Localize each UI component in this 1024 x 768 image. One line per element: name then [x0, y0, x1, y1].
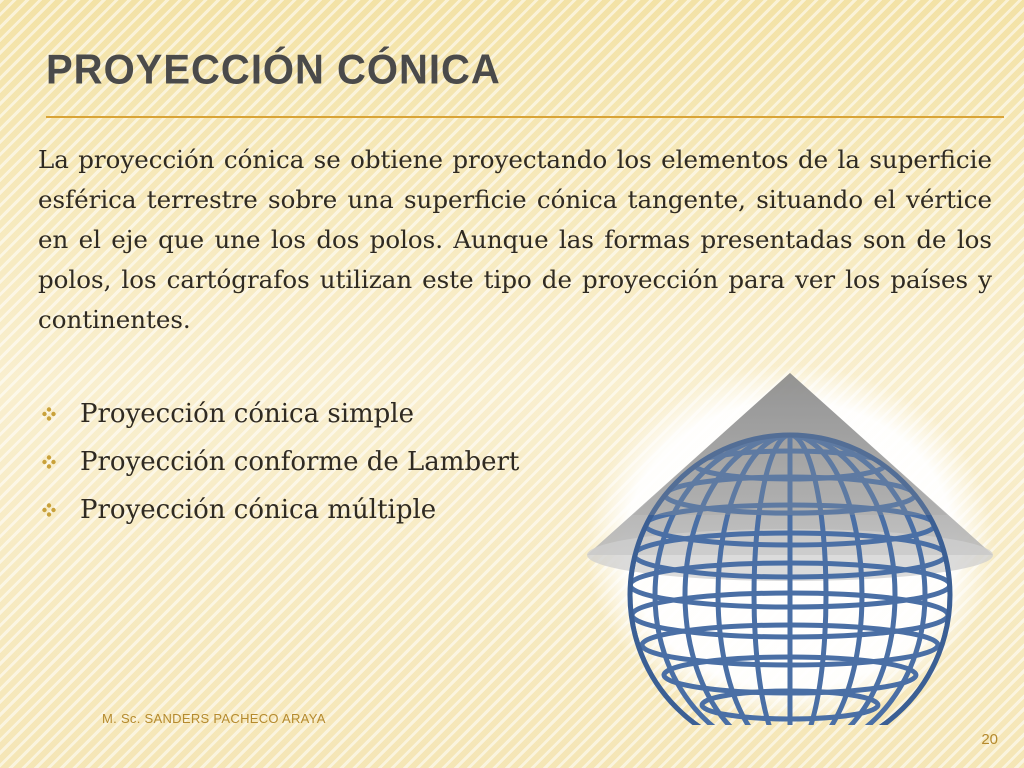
page-number: 20	[981, 731, 998, 748]
body-paragraph: La proyección cónica se obtiene proyectando los elementos de la superficie esférica terrestre sobre una superficie cónica tangente, situando el vértice en el eje que une los dos polos. Aunque las formas presentadas son de los polos, los cartógrafos utilizan este tipo de proyección para ver los países y continentes.	[38, 145, 992, 334]
diamond-bullet-icon	[42, 407, 56, 421]
slide-title: PROYECCIÓN CÓNICA	[46, 46, 501, 94]
globe-cone-graphic	[585, 365, 995, 725]
diamond-bullet-icon	[42, 503, 56, 517]
bullet-label: Proyección cónica múltiple	[80, 495, 437, 525]
title-divider	[46, 116, 1004, 118]
bullet-label: Proyección cónica simple	[80, 399, 415, 429]
diamond-bullet-icon	[42, 455, 56, 469]
footer-author: M. Sc. SANDERS PACHECO ARAYA	[102, 711, 326, 726]
list-item	[38, 438, 519, 486]
list-item	[38, 390, 519, 438]
bullet-label: Proyección conforme de Lambert	[80, 447, 520, 477]
list-item	[38, 486, 519, 534]
conic-projection-illustration	[585, 365, 995, 725]
bullet-list	[38, 390, 519, 534]
